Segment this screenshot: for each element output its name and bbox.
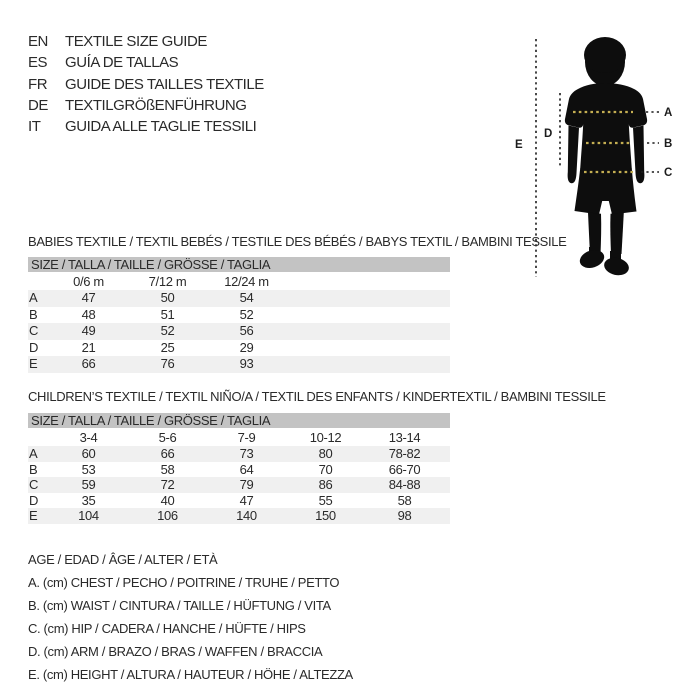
table-cell: 59	[81, 477, 96, 493]
table-cell: 21	[81, 339, 96, 355]
table-cell: 60	[81, 446, 96, 461]
row-label: D	[29, 339, 39, 355]
legend-chest: A. (cm) CHEST / PECHO / POITRINE / TRUHE / PETTO	[28, 575, 340, 590]
measurement-legend	[28, 548, 353, 686]
table-cell: 40	[160, 492, 175, 508]
table-cell: 106	[157, 508, 178, 524]
babies-size-header-bar: SIZE / TALLA / TAILLE / GRÖSSE / TAGLIA	[28, 257, 450, 272]
right-shoe-shape	[603, 256, 631, 278]
table-row-d	[28, 340, 450, 357]
language-row-es	[28, 52, 264, 73]
left-arm-shape	[568, 126, 579, 184]
shorts-shape	[575, 169, 637, 215]
row-label: A	[29, 446, 38, 461]
table-cell: 54	[239, 290, 254, 305]
column-header-spacer	[28, 272, 49, 290]
table-cell: 66	[81, 356, 96, 372]
legend-age: AGE / EDAD / ÂGE / ALTER / ETÀ	[28, 552, 218, 567]
table-cell: 150	[315, 508, 336, 524]
table-cell: 140	[236, 508, 257, 524]
table-cell: 48	[81, 306, 96, 322]
legend-arm: D. (cm) ARM / BRAZO / BRAS / WAFFEN / BRACCIA	[28, 644, 323, 659]
language-code: DE	[28, 97, 48, 115]
column-header: 0/6 m	[73, 274, 104, 289]
table-cell: 52	[239, 306, 254, 322]
table-row-d	[28, 493, 450, 509]
row-label: B	[29, 306, 38, 322]
table-row-b	[28, 462, 450, 478]
babies-size-table	[28, 257, 450, 373]
table-cell: 53	[81, 461, 96, 477]
table-cell: 104	[78, 508, 99, 524]
table-cell: 84-88	[388, 477, 421, 493]
column-header: 12/24 m	[224, 274, 269, 289]
table-cell: 78-82	[388, 446, 421, 461]
table-row-a	[28, 446, 450, 462]
table-cell: 66	[160, 446, 175, 461]
table-cell: 25	[160, 339, 175, 355]
table-cell: 86	[318, 477, 333, 493]
children-column-header-row	[28, 428, 450, 446]
figure-label-a: A	[664, 107, 672, 119]
table-cell: 66-70	[388, 461, 421, 477]
row-label: A	[29, 290, 38, 305]
table-cell: 52	[160, 323, 175, 339]
babies-section-title: BABIES TEXTILE / TEXTIL BEBÉS / TESTILE DES BÉBÉS / BABYS TEXTIL / BAMBINI TESSILE	[28, 234, 567, 249]
language-code: EN	[28, 33, 48, 51]
table-row-c	[28, 477, 450, 493]
language-row-de	[28, 95, 264, 116]
legend-hip: C. (cm) HIP / CADERA / HANCHE / HÜFTE / HIPS	[28, 621, 306, 636]
language-code: IT	[28, 118, 41, 136]
figure-label-b: B	[664, 138, 672, 150]
table-cell: 76	[160, 356, 175, 372]
language-code: ES	[28, 54, 48, 72]
table-cell: 58	[160, 461, 175, 477]
table-cell: 72	[160, 477, 175, 493]
children-size-table	[28, 413, 450, 524]
table-cell: 55	[318, 492, 333, 508]
table-row-a	[28, 290, 450, 307]
table-cell: 80	[318, 446, 333, 461]
column-header: 5-6	[158, 430, 177, 445]
table-cell: 98	[397, 508, 412, 524]
table-cell: 47	[239, 492, 254, 508]
table-row-e	[28, 356, 450, 373]
legend-height: E. (cm) HEIGHT / ALTURA / HAUTEUR / HÖHE / ALTEZZA	[28, 667, 353, 682]
row-label: C	[29, 323, 39, 339]
row-label: E	[29, 356, 38, 372]
table-cell: 29	[239, 339, 254, 355]
children-section-title: CHILDREN’S TEXTILE / TEXTIL NIÑO/A / TEXTIL DES ENFANTS / KINDERTEXTIL / BAMBINI TESSILE	[28, 389, 606, 404]
child-silhouette	[565, 37, 647, 277]
figure-label-d: D	[544, 128, 552, 140]
language-row-it	[28, 116, 264, 137]
column-header: 13-14	[388, 430, 421, 445]
figure-label-e: E	[515, 139, 523, 151]
table-row-e	[28, 508, 450, 524]
table-cell: 73	[239, 446, 254, 461]
hair-shape	[584, 37, 626, 73]
column-header: 3-4	[79, 430, 98, 445]
column-header-spacer	[28, 428, 49, 446]
table-cell: 79	[239, 477, 254, 493]
table-cell: 51	[160, 306, 175, 322]
language-title: TEXTILGRÖßENFÜHRUNG	[65, 97, 247, 115]
table-cell: 93	[239, 356, 254, 372]
left-shoe-shape	[577, 247, 606, 271]
right-arm-shape	[633, 126, 644, 184]
figure-label-c: C	[664, 167, 672, 179]
language-title: GUIDA ALLE TAGLIE TESSILI	[65, 118, 257, 136]
table-cell: 56	[239, 323, 254, 339]
legend-waist: B. (cm) WAIST / CINTURA / TAILLE / HÜFTUNG / VITA	[28, 598, 331, 613]
row-label: D	[29, 492, 39, 508]
table-cell: 35	[81, 492, 96, 508]
table-cell: 50	[160, 290, 175, 305]
table-cell: 64	[239, 461, 254, 477]
row-label: E	[29, 508, 38, 524]
language-title: GUIDE DES TAILLES TEXTILE	[65, 75, 264, 93]
table-row-b	[28, 307, 450, 324]
column-header: 7/12 m	[148, 274, 187, 289]
language-title-list	[28, 31, 264, 137]
table-cell: 49	[81, 323, 96, 339]
children-size-header-bar: SIZE / TALLA / TAILLE / GRÖSSE / TAGLIA	[28, 413, 450, 428]
table-cell: 70	[318, 461, 333, 477]
column-header: 7-9	[237, 430, 256, 445]
row-label: C	[29, 477, 39, 493]
row-label: B	[29, 461, 38, 477]
language-code: FR	[28, 75, 48, 93]
language-title: TEXTILE SIZE GUIDE	[65, 33, 207, 51]
language-row-en	[28, 31, 264, 52]
table-row-c	[28, 323, 450, 340]
table-cell: 47	[81, 290, 96, 305]
language-title: GUÍA DE TALLAS	[65, 54, 179, 72]
right-leg-shape	[610, 213, 624, 255]
language-row-fr	[28, 74, 264, 95]
babies-column-header-row	[28, 272, 450, 290]
table-cell: 58	[397, 492, 412, 508]
column-header: 10-12	[309, 430, 342, 445]
